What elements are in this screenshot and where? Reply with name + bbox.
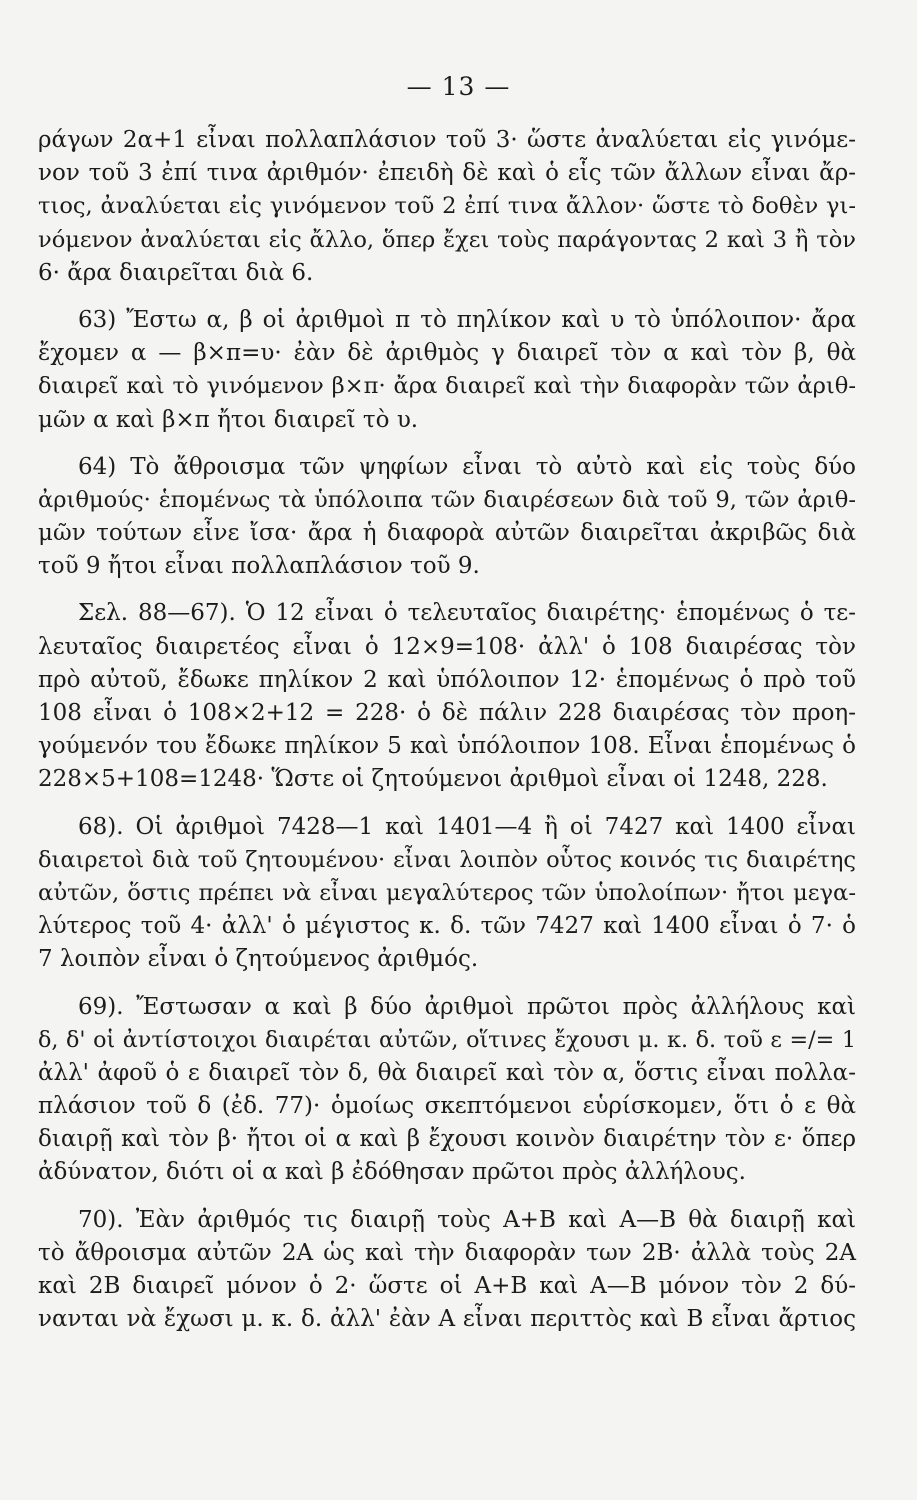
text-line: διαιρετοὶ διὰ τοῦ ζητουμένου· εἶναι λοιπὸν οὗτος κοινός τις διαιρέτης [38,846,856,873]
text-line: τιος, ἀναλύεται εἰς γινόμενον τοῦ 2 ἐπί τινα ἄλλον· ὥστε τὸ δοθὲν γι- [38,193,856,220]
paragraph [38,811,856,977]
text-line: δ, δ' οἱ ἀντίστοιχοι διαιρέται αὐτῶν, οἵτινες ἔχουσι μ. κ. δ. τοῦ ε =/= 1 [38,1026,856,1053]
text-line: Σελ. 88—67). Ὁ 12 εἶναι ὁ τελευταῖος διαιρέτης· ἑπομένως ὁ τε- [78,600,856,627]
text-line: πρὸ αὐτοῦ, ἔδωκε πηλίκον 2 καὶ ὑπόλοιπον 12· ἑπομένως ὁ πρὸ τοῦ [38,666,856,693]
paragraph [38,124,856,290]
text-line: πλάσιον τοῦ δ (ἐδ. 77)· ὁμοίως σκεπτόμενοι εὑρίσκομεν, ὅτι ὁ ε θὰ [38,1093,856,1120]
text-line: 68). Οἱ ἀριθμοὶ 7428—1 καὶ 1401—4 ἢ οἱ 7427 καὶ 1400 εἶναι [78,813,856,840]
body-text [38,124,856,1336]
text-line: 70). Ἐὰν ἀριθμός τις διαιρῇ τοὺς Α+Β καὶ Α—Β θὰ διαιρῇ καὶ [78,1206,856,1233]
text-line: 6· ἄρα διαιρεῖται διὰ 6. [38,259,314,286]
text-line: καὶ 2Β διαιρεῖ μόνον ὁ 2· ὥστε οἱ Α+Β καὶ Α—Β μόνον τὸν 2 δύ- [38,1273,856,1299]
text-line: ἔχομεν α — β×π=υ· ἐὰν δὲ ἀριθμὸς γ διαιρεῖ τὸν α καὶ τὸν β, θὰ [38,340,856,367]
text-line: 63) Ἔστω α, β οἱ ἀριθμοὶ π τὸ πηλίκον καὶ υ τὸ ὑπόλοιπον· ἄρα [78,306,856,333]
text-line: νόμενον ἀναλύεται εἰς ἄλλο, ὅπερ ἔχει τοὺς παράγοντας 2 καὶ 3 ἢ τὸν [38,226,856,253]
text-line: γούμενόν του ἔδωκε πηλίκον 5 καὶ ὑπόλοιπον 108. Εἶναι ἑπομένως ὁ [38,733,856,760]
paragraph [38,1204,856,1337]
text-line: νανται νὰ ἔχωσι μ. κ. δ. ἀλλ' ἐὰν Α εἶναι περιττὸς καὶ Β εἶναι ἄρτιος [38,1306,856,1333]
text-line: τοῦ 9 ἤτοι εἶναι πολλαπλάσιον τοῦ 9. [38,553,480,580]
text-line: διαιρῇ καὶ τὸν β· ἤτοι οἱ α καὶ β ἔχουσι κοινὸν διαιρέτην τὸν ε· ὅπερ [38,1126,856,1153]
paragraph [38,451,856,584]
text-line: νον τοῦ 3 ἐπί τινα ἀριθμόν· ἐπειδὴ δὲ καὶ ὁ εἷς τῶν ἄλλων εἶναι ἄρ- [38,160,856,187]
text-line: τὸ ἄθροισμα αὐτῶν 2Α ὡς καὶ τὴν διαφορὰν των 2Β· ἀλλὰ τοὺς 2Α [38,1239,856,1266]
text-line: ἀδύνατον, διότι οἱ α καὶ β ἐδόθησαν πρῶτοι πρὸς ἀλλήλους. [38,1159,746,1186]
text-line: ράγων 2α+1 εἶναι πολλαπλάσιον τοῦ 3· ὥστε ἀναλύεται εἰς γινόμε- [38,127,856,153]
text-line: 7 λοιπὸν εἶναι ὁ ζητούμενος ἀριθμός. [38,946,479,973]
text-line: μῶν α καὶ β×π ἤτοι διαιρεῖ τὸ υ. [38,406,419,433]
text-line: λευταῖος διαιρετέος εἶναι ὁ 12×9=108· ἀλλ' ὁ 108 διαιρέσας τὸν [38,633,856,660]
text-line: 69). Ἔστωσαν α καὶ β δύο ἀριθμοὶ πρῶτοι πρὸς ἀλλήλους καὶ [78,993,856,1020]
paragraph [38,304,856,437]
paragraph [38,597,856,796]
text-line: ἀριθμούς· ἑπομένως τὰ ὑπόλοιπα τῶν διαιρέσεων διὰ τοῦ 9, τῶν ἀριθ- [38,486,856,513]
text-line: μῶν τούτων εἶνε ἴσα· ἄρα ἡ διαφορὰ αὐτῶν διαιρεῖται ἀκριβῶς διὰ [38,520,856,547]
page-number: — 13 — [406,72,511,101]
text-line: λύτερος τοῦ 4· ἀλλ' ὁ μέγιστος κ. δ. τῶν 7427 καὶ 1400 εἶναι ὁ 7· ὁ [38,913,856,940]
text-line: 64) Τὸ ἄθροισμα τῶν ψηφίων εἶναι τὸ αὐτὸ καὶ εἰς τοὺς δύο [78,453,856,480]
text-line: ἀλλ' ἀφοῦ ὁ ε διαιρεῖ τὸν δ, θὰ διαιρεῖ καὶ τὸν α, ὅστις εἶναι πολλα- [38,1059,856,1086]
text-line: 228×5+108=1248· Ὥστε οἱ ζητούμενοι ἀριθμοὶ εἶναι οἱ 1248, 228. [38,766,828,793]
text-line: αὐτῶν, ὅστις πρέπει νὰ εἶναι μεγαλύτερος τῶν ὑπολοίπων· ἤτοι μεγα- [38,879,856,906]
text-line: διαιρεῖ καὶ τὸ γινόμενον β×π· ἄρα διαιρεῖ καὶ τὴν διαφορὰν τῶν ἀριθ- [38,373,856,400]
text-line: 108 εἶναι ὁ 108×2+12 = 228· ὁ δὲ πάλιν 228 διαιρέσας τὸν προη- [38,700,856,726]
paragraph [38,991,856,1190]
